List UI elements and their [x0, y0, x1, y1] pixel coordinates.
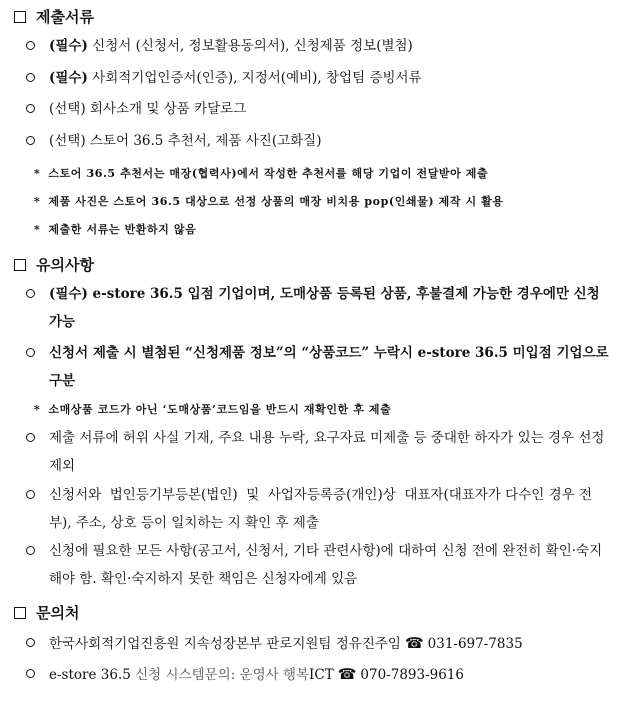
- list-item: 제출 서류에 허위 사실 기재, 주요 내용 누락, 요구자료 미제출 등 중대한 하자가 있는 경우 선정 제외: [24, 424, 610, 480]
- circle-bullet-icon: [26, 490, 35, 499]
- note-item: * 제출한 서류는 반환하지 않음: [34, 223, 197, 236]
- asterisk-icon: *: [34, 195, 41, 208]
- circle-bullet-icon: [26, 136, 35, 145]
- contact-line: 한국사회적기업진흥원 지속성장본부 판로지원팀 정유진주임 ☎ 031-697-7835: [24, 629, 610, 658]
- circle-bullet-icon: [26, 348, 35, 357]
- phone-icon: ☎: [404, 634, 424, 652]
- asterisk-icon: *: [34, 167, 41, 180]
- circle-bullet-icon: [26, 104, 35, 113]
- list-item: (필수) e-store 36.5 입점 기업이며, 도매상품 등록된 상품, 후불결제 가능한 경우에만 신청 가능: [24, 280, 610, 336]
- list-item: (필수) 사회적기업인증서(인증), 지정서(예비), 창업팀 증빙서류: [24, 64, 610, 92]
- note-item: * 제품 사진은 스토어 36.5 대상으로 선정 상품의 매장 비치용 pop(인쇄물) 제작 시 활용: [34, 195, 504, 208]
- circle-bullet-icon: [26, 669, 35, 678]
- section-notes-heading: 유의사항: [14, 254, 94, 275]
- note-item: * 소매상품 코드가 아닌 ‘도매상품’코드임을 반드시 재확인한 후 제출: [34, 403, 392, 416]
- asterisk-icon: *: [34, 223, 41, 236]
- circle-bullet-icon: [26, 41, 35, 50]
- checkbox-square-icon: [14, 259, 26, 271]
- circle-bullet-icon: [26, 638, 35, 647]
- list-item: (선택) 회사소개 및 상품 카달로그: [24, 95, 610, 123]
- list-item: (선택) 스토어 36.5 추천서, 제품 사진(고화질): [24, 127, 610, 155]
- circle-bullet-icon: [26, 289, 35, 298]
- section-contact-heading: 문의처: [14, 602, 79, 623]
- circle-bullet-icon: [26, 546, 35, 555]
- contact-line: e-store 36.5 신청 시스템문의: 운영사 행복ICT ☎ 070-7893-9616: [24, 660, 610, 689]
- list-item: 신청서와 법인등기부등본(법인) 및 사업자등록증(개인)상 대표자(대표자가 다수인 경우 전부), 주소, 상호 등이 일치하는 지 확인 후 제출: [24, 481, 610, 537]
- asterisk-icon: *: [34, 403, 41, 416]
- checkbox-square-icon: [14, 607, 26, 619]
- list-item: 신청에 필요한 모든 사항(공고서, 신청서, 기타 관련사항)에 대하여 신청 전에 완전히 확인·숙지해야 함. 확인·숙지하지 못한 책임은 신청자에게 있음: [24, 537, 610, 593]
- circle-bullet-icon: [26, 433, 35, 442]
- section-documents-heading: 제출서류: [14, 6, 94, 27]
- list-item: (필수) 신청서 (신청서, 정보활용동의서), 신청제품 정보(별첨): [24, 32, 610, 60]
- list-item: 신청서 제출 시 별첨된 “신청제품 정보”의 “상품코드” 누락시 e-store 36.5 미입점 기업으로 구분: [24, 339, 610, 395]
- phone-icon: ☎: [337, 665, 357, 683]
- note-item: * 스토어 36.5 추천서는 매장(협력사)에서 작성한 추천서를 해당 기업이 전달받아 제출: [34, 167, 489, 180]
- checkbox-square-icon: [14, 11, 26, 23]
- circle-bullet-icon: [26, 73, 35, 82]
